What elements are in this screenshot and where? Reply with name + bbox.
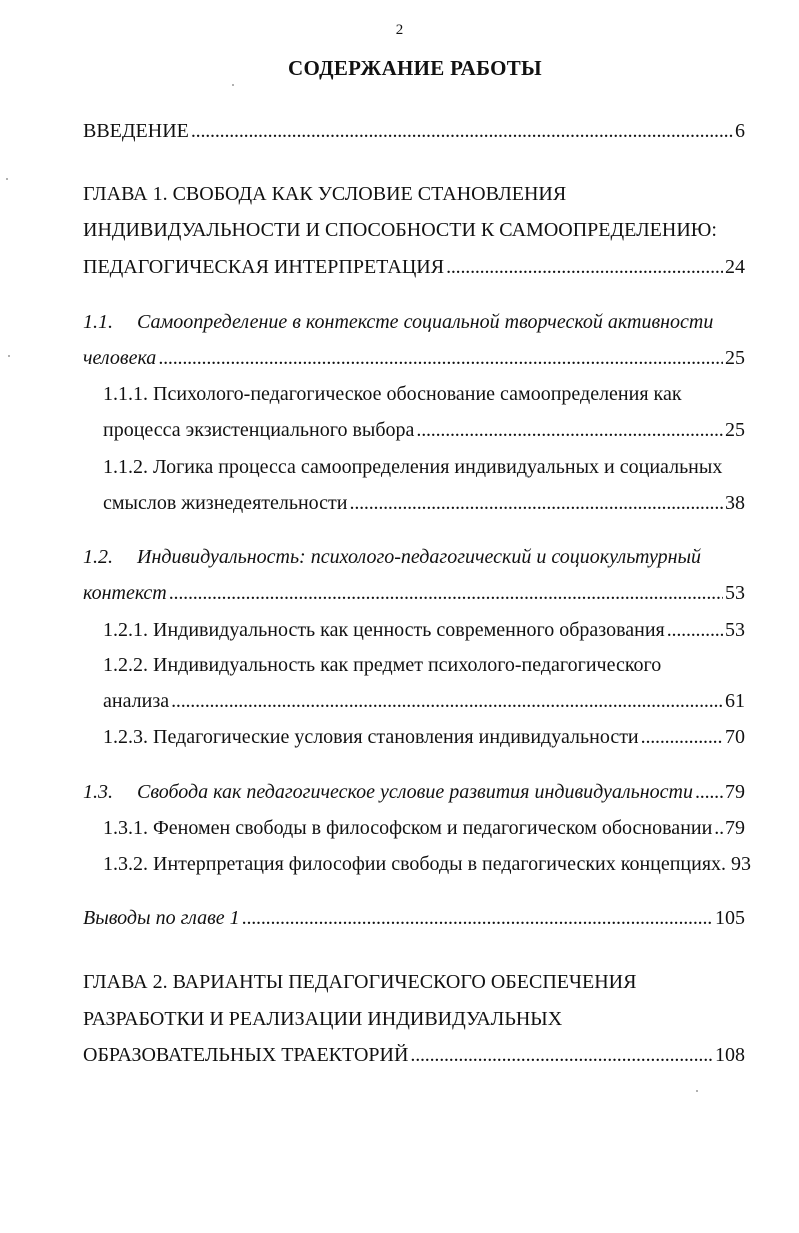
toc-entry-1-3 (83, 778, 745, 806)
entry-label (83, 778, 693, 806)
entry-page: 25 (725, 419, 745, 441)
entry-label: смыслов жизнедеятельности (103, 492, 348, 514)
chapter1-line1: ГЛАВА 1. СВОБОДА КАК УСЛОВИЕ СТАНОВЛЕНИЯ (83, 183, 567, 205)
entry-page: 93 (731, 853, 752, 875)
entry-page: 61 (725, 690, 745, 712)
section-title: Самоопределение в контексте социальной творческой активности (137, 311, 714, 333)
entry-label: анализа (103, 690, 170, 712)
toc-entry-1-2-2 (103, 687, 745, 715)
section-number: 1.1. (83, 311, 113, 333)
dot-leader (169, 579, 723, 607)
dot-leader (667, 616, 723, 644)
toc-entry-1-1-1 (103, 416, 745, 444)
toc-entry-1-1-2 (103, 489, 745, 517)
section-1-1-line1 (83, 308, 713, 336)
scan-speck (696, 1090, 698, 1092)
dot-leader (171, 687, 723, 715)
subsection-1-1-1-line1: 1.1.1. Психолого-педагогическое обоснование самоопределения как (103, 383, 682, 405)
toc-entry-1-2-1 (103, 616, 745, 644)
entry-page: 70 (725, 726, 745, 748)
toc-entry-1-2 (83, 579, 745, 607)
entry-label: процесса экзистенциального выбора (103, 419, 415, 441)
entry-page: 25 (725, 347, 745, 369)
section-number: 1.3. (83, 781, 113, 803)
entry-page: 38 (725, 492, 745, 514)
dot-leader (242, 904, 713, 932)
toc-entry-1-1 (83, 344, 745, 372)
dot-leader (350, 489, 723, 517)
section-title: Свобода как педагогическое условие развития индивидуальности (137, 781, 693, 803)
scan-speck (6, 178, 8, 180)
toc-entry-1-3-2 (103, 850, 752, 878)
dot-leader (695, 778, 723, 806)
entry-page: 53 (725, 582, 745, 604)
entry-page: 6 (735, 120, 745, 142)
entry-page: 79 (725, 781, 745, 803)
dot-leader (714, 814, 723, 842)
entry-page: 108 (715, 1044, 745, 1066)
toc-entry-conclusions-1 (83, 904, 745, 932)
toc-entry-1-2-3 (103, 723, 745, 751)
entry-label: человека (83, 347, 157, 369)
entry-label: 1.3.2. Интерпретация философии свободы в педагогических концепциях. (103, 853, 727, 875)
subsection-1-2-2-line1: 1.2.2. Индивидуальность как предмет психолого-педагогического (103, 654, 662, 676)
dot-leader (191, 117, 733, 145)
dot-leader (641, 723, 723, 751)
entry-label: контекст (83, 582, 167, 604)
toc-entry-intro (83, 117, 745, 145)
section-number: 1.2. (83, 546, 113, 568)
entry-label: 1.2.1. Индивидуальность как ценность современного образования (103, 619, 665, 641)
toc-entry-1-3-1 (103, 814, 745, 842)
toc-entry-chapter2 (83, 1041, 745, 1069)
dot-leader (416, 416, 723, 444)
section-title: Индивидуальность: психолого-педагогический и социокультурный (137, 546, 702, 568)
dot-leader (446, 253, 723, 281)
entry-label: 1.3.1. Феномен свободы в философском и педагогическом обосновании (103, 817, 713, 839)
entry-label: ПЕДАГОГИЧЕСКАЯ ИНТЕРПРЕТАЦИЯ (83, 256, 445, 278)
entry-label: 1.2.3. Педагогические условия становления индивидуальности (103, 726, 639, 748)
toc-entry-chapter1 (83, 253, 745, 281)
dot-leader (410, 1041, 713, 1069)
entry-page: 24 (725, 256, 745, 278)
entry-label: ОБРАЗОВАТЕЛЬНЫХ ТРАЕКТОРИЙ (83, 1044, 409, 1066)
chapter2-line1: ГЛАВА 2. ВАРИАНТЫ ПЕДАГОГИЧЕСКОГО ОБЕСПЕЧЕНИЯ (83, 971, 637, 993)
entry-page: 53 (725, 619, 745, 641)
dot-leader (158, 344, 723, 372)
toc-title: СОДЕРЖАНИЕ РАБОТЫ (288, 56, 542, 80)
entry-page: 79 (725, 817, 745, 839)
page-number: 2 (395, 22, 404, 38)
chapter2-line2: РАЗРАБОТКИ И РЕАЛИЗАЦИИ ИНДИВИДУАЛЬНЫХ (83, 1008, 563, 1030)
section-1-2-line1 (83, 543, 701, 571)
subsection-1-1-2-line1: 1.1.2. Логика процесса самоопределения индивидуальных и социальных (103, 456, 723, 478)
chapter1-line2: ИНДИВИДУАЛЬНОСТИ И СПОСОБНОСТИ К САМООПРЕДЕЛЕНИЮ: (83, 219, 717, 241)
scan-speck (232, 84, 234, 86)
entry-label: ВВЕДЕНИЕ (83, 120, 189, 142)
entry-label: Выводы по главе 1 (83, 907, 240, 929)
entry-page: 105 (715, 907, 745, 929)
scan-speck (8, 355, 10, 357)
